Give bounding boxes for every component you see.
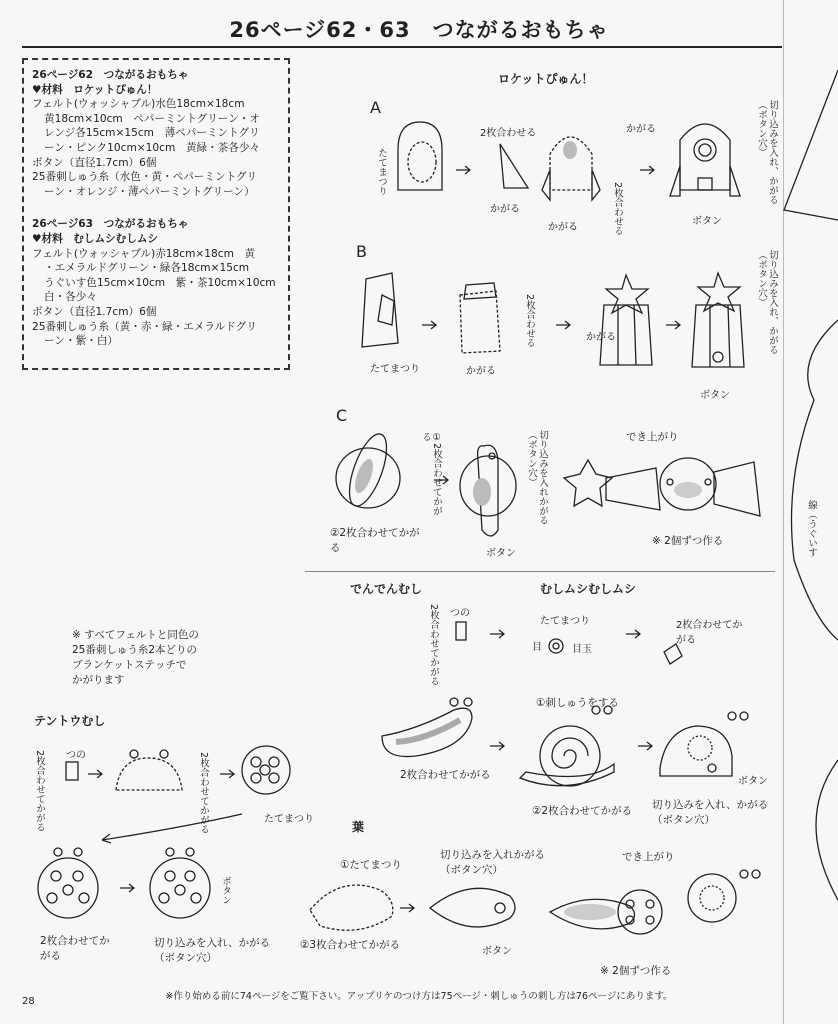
- materials-box: [22, 58, 290, 370]
- section-divider: [305, 571, 775, 572]
- label-kagaru: かがる: [490, 204, 520, 215]
- materials-heading-63: 26ページ63 つながるおもちゃ: [32, 218, 189, 231]
- label-nimai: 2枚合わせてかがる: [34, 750, 45, 833]
- label-kirikomi: 切り込みを入れかがる（ボタン穴）: [526, 430, 548, 525]
- materials-line: 25番刺しゅう糸（水色・黄・ペパーミントグリ: [32, 171, 258, 184]
- label-slug-note: 2枚合わせてかがる: [400, 769, 491, 781]
- materials-line: ーン・オレンジ・薄ペパーミントグリーン）: [44, 185, 255, 198]
- section-c-label: C: [336, 406, 348, 425]
- footer-note: ※作り始める前に74ページをご覧下さい。アップリケのつけ方は75ページ・刺しゅうの刺し方は76ページにあります。: [165, 991, 673, 1002]
- label-tatematsuri: たてまつり: [376, 148, 387, 196]
- materials-line: 白・各少々: [44, 291, 97, 304]
- right-edge-text: 線（うぐいす: [806, 500, 817, 557]
- label-button: ボタン: [482, 946, 512, 957]
- materials-line: ・エメラルドグリーン・緑各18cm×15cm: [44, 262, 250, 275]
- label-tatematsuri: たてまつり: [370, 364, 420, 375]
- label-awaseru: 2枚合わせる: [612, 182, 623, 236]
- label-shishu: ①刺しゅうをする: [536, 697, 619, 709]
- mushi-title: むしムシむしムシ: [540, 582, 637, 596]
- label-step1: ①2枚合わせてかがる: [420, 432, 442, 516]
- label-button: ボタン: [692, 216, 722, 227]
- label-step2: ②2枚合わせてかがる: [330, 527, 420, 554]
- label-nimai: 2枚合わせてかがる: [40, 935, 110, 962]
- title-underline: [22, 46, 782, 48]
- label-nimai: 2枚合わせる: [524, 294, 535, 348]
- materials-line: ーン・ピンク10cm×10cm 黄緑・茶各少々: [44, 141, 261, 154]
- materials-heading-62: 26ページ62 つながるおもちゃ: [32, 69, 189, 81]
- stitch-note-line: ブランケットステッチで: [72, 659, 187, 671]
- label-medama: 目玉: [572, 644, 592, 655]
- materials-line: ボタン（直径1.7cm）6個: [32, 156, 157, 169]
- label-kagaru: かがる: [466, 366, 496, 377]
- label-done: でき上がり: [626, 431, 679, 443]
- label-kirikomi: 切り込みを入れ、かがる（ボタン穴）: [652, 799, 769, 826]
- ladybug-title: テントウむし: [34, 714, 106, 728]
- label-kagaru: かがる: [626, 124, 656, 135]
- label-kirikomi: 切り込みを入れ、かがる（ボタン穴）: [154, 937, 271, 964]
- rocket-title: ロケットぴゅん！: [498, 72, 594, 86]
- label-step2: ②3枚合わせてかがる: [300, 939, 401, 951]
- label-kirikomi: 切り込みを入れかがる（ボタン穴）: [440, 849, 545, 876]
- materials-line: 25番刺しゅう糸（黄・赤・緑・エメラルドグリ: [32, 320, 257, 333]
- label-tatematsuri: たてまつり: [540, 616, 590, 627]
- stitch-note: [72, 628, 199, 688]
- label-nimai: 2枚合わせてかがる: [428, 604, 439, 687]
- section-a-label: A: [370, 98, 381, 117]
- label-note: ※ 2個ずつ作る: [652, 535, 724, 547]
- label-note: ※ 2個ずつ作る: [600, 965, 672, 977]
- section-b-label: B: [356, 242, 367, 261]
- page-title: 26ページ62・63 つながるおもちゃ: [229, 18, 609, 42]
- label-tsuno: つの: [66, 750, 86, 761]
- materials-line: うぐいす色15cm×10cm 紫・茶10cm×10cm: [44, 276, 276, 289]
- label-tatematsuri: ①たてまつり: [340, 859, 402, 871]
- stitch-note-line: かがります: [72, 674, 125, 686]
- label-kagaru: かがる: [548, 222, 578, 233]
- materials-line: レンジ各15cm×15cm 薄ペパーミントグリ: [44, 127, 260, 140]
- label-nimai: 2枚合わせてかがる: [676, 620, 743, 646]
- label-kirikomi: 切り込みを入れ、かがる（ボタン穴）: [756, 250, 778, 355]
- label-me: 目: [532, 642, 542, 653]
- label-step2: ②2枚合わせてかがる: [532, 805, 633, 817]
- label-button: ボタン: [486, 548, 516, 559]
- label-button: ボタン: [738, 776, 768, 787]
- label-nimai: 2枚合わせてかがる: [198, 752, 209, 835]
- label-tsuno: つの: [450, 608, 470, 619]
- leaf-title: 葉: [352, 820, 365, 834]
- label-tatematsuri: たてまつり: [264, 814, 314, 825]
- label-button: ボタン: [220, 876, 231, 905]
- denden-title: でんでんむし: [350, 582, 423, 596]
- materials-label-bugs: ♥材料 むしムシむしムシ: [32, 232, 159, 245]
- materials-line: フェルト(ウォッシャブル)赤18cm×18cm 黄: [32, 247, 256, 260]
- stitch-note-line: 25番刺しゅう糸2本どりの: [72, 644, 198, 656]
- materials-line: フェルト(ウォッシャブル)水色18cm×18cm: [32, 98, 245, 111]
- materials-line: ーン・紫・白）: [44, 335, 118, 348]
- label-done: でき上がり: [622, 851, 675, 863]
- materials-label-rocket: ♥材料 ロケットぴゅん！: [32, 83, 158, 96]
- page-number: 28: [22, 996, 35, 1007]
- stitch-note-line: ※ すべてフェルトと同色の: [72, 629, 199, 641]
- label-button: ボタン: [700, 390, 730, 401]
- label-kirikomi: 切り込みを入れ、かがる（ボタン穴）: [756, 100, 778, 205]
- materials-line: ボタン（直径1.7cm）6個: [32, 305, 157, 318]
- materials-line: 黄18cm×10cm ペパーミントグリーン・オ: [44, 112, 261, 125]
- label-nimai: 2枚合わせる: [480, 128, 537, 139]
- label-kagaru: かがる: [586, 332, 616, 343]
